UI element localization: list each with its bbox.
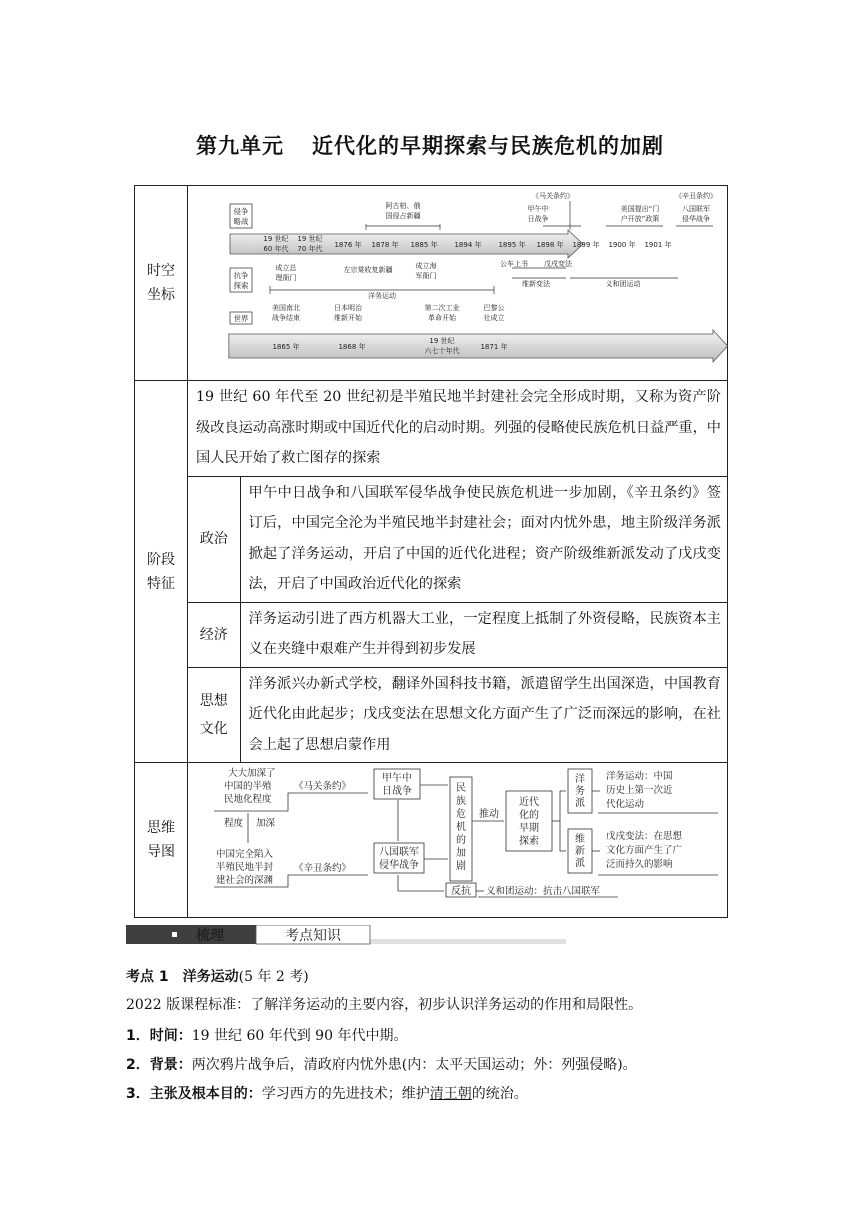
mindmap-text: 洋 xyxy=(575,774,585,785)
tick-label: 1901 年 xyxy=(644,241,672,249)
mindmap-text: 务 xyxy=(575,786,585,797)
features-cell xyxy=(188,381,728,763)
feature-label-politics: 政治 xyxy=(188,477,240,603)
event-text: 维新变法 xyxy=(522,280,550,288)
page-title: 第九单元 近代化的早期探索与民族危机的加剧 xyxy=(196,134,664,158)
mindmap-text: 建社会的深渊 xyxy=(216,875,274,886)
mindmap-text: 戊戌变法：在思想 xyxy=(606,831,683,842)
mindmap-text: 早期 xyxy=(519,823,539,834)
event-text: 革命开始 xyxy=(428,314,456,322)
mindmap-text: 中国的半殖 xyxy=(224,781,272,792)
section-tab-bar xyxy=(126,925,566,945)
event-text: 戊戌变法 xyxy=(544,260,572,268)
tick-label: 70 年代 xyxy=(297,245,323,253)
mindmap-text: 中国完全陷入 xyxy=(216,849,274,860)
mindmap-text: 侵华战争 xyxy=(379,860,419,871)
world-timeline-arrow xyxy=(229,330,728,362)
mindmap-text: 《马关条约》 xyxy=(294,781,352,792)
tick-label: 19 世纪 xyxy=(429,337,455,345)
mindmap-diagram xyxy=(188,763,728,913)
event-text: 巴黎公 xyxy=(483,304,505,312)
mindmap-text: 民 xyxy=(456,783,466,794)
mindmap-text: 新 xyxy=(575,846,585,857)
feature-text-politics: 甲午中日战争和八国联军侵华战争使民族危机进一步加剧，《辛丑条约》签订后，中国完全沦为半殖民地半封建社会；面对内忧外患，地主阶级洋务派掀起了洋务运动，开启了中国的近代化进程；资产阶级维新派发动了戊戌变法，开启了中国政治近代化的探索 xyxy=(240,477,727,603)
mindmap-text: 近代 xyxy=(519,797,539,808)
event-text: 军衙门 xyxy=(415,272,437,280)
mindmap-text: 加深 xyxy=(256,818,276,829)
feature-label-culture: 思想文化 xyxy=(188,667,240,762)
event-text: 侵华战争 xyxy=(682,215,710,223)
event-text: 战争结束 xyxy=(272,314,300,322)
event-text: 维新开始 xyxy=(334,314,362,322)
svg-text:探索: 探索 xyxy=(233,281,249,290)
event-text: 公车上书 xyxy=(500,260,528,268)
event-text: 成立总 xyxy=(275,264,297,272)
event-text: 社成立 xyxy=(483,314,505,322)
mindmap-text: 日战争 xyxy=(382,786,412,797)
mindmap-text: 加 xyxy=(456,848,466,859)
kp-title: 考点 1 洋务运动(5 年 2 考) xyxy=(126,969,309,985)
tick-label: 1894 年 xyxy=(454,241,482,249)
mindmap-text: 历史上第一次近 xyxy=(606,785,673,796)
mindmap-text: 义和团运动：抗击八国联军 xyxy=(486,886,601,897)
mindmap-text: 程度 xyxy=(224,818,244,829)
item-1: 1．时间：19 世纪 60 年代到 90 年代中期。 xyxy=(126,1028,408,1044)
event-text: 洋务运动 xyxy=(368,292,396,300)
mindmap-cell xyxy=(188,763,728,918)
features-inner-table xyxy=(188,477,727,763)
mindmap-text: 探索 xyxy=(519,836,539,847)
event-text: 日本明治 xyxy=(334,304,362,312)
event-text: 户开放”政策 xyxy=(620,215,660,223)
mindmap-text: 大大加深了 xyxy=(228,768,276,779)
svg-text:抗争: 抗争 xyxy=(233,271,249,280)
mindmap-text: 反抗 xyxy=(451,886,471,897)
svg-text:侵争: 侵争 xyxy=(233,207,249,216)
tick-label: 1885 年 xyxy=(410,241,438,249)
event-text: 国侵占新疆 xyxy=(385,212,421,220)
mindmap-text: 危 xyxy=(456,809,466,820)
tick-label: 六七十年代 xyxy=(424,347,460,355)
row-label-features: 阶段特征 xyxy=(135,381,188,763)
mindmap-text: 推动 xyxy=(479,809,499,820)
feature-text-culture: 洋务派兴办新式学校，翻译外国科技书籍，派遣留学生出国深造，中国教育近代化由此起步；戊戌变法在思想文化方面产生了广泛而深远的影响，在社会上起了思想启蒙作用 xyxy=(240,667,727,762)
feature-label-economy: 经济 xyxy=(188,602,240,667)
event-text: 第二次工业 xyxy=(424,304,460,312)
mindmap-text: 派 xyxy=(575,798,585,809)
event-text: 《马关条约》 xyxy=(532,192,574,200)
item-2: 2．背景：两次鸦片战争后，清政府内忧外患(内：太平天国运动；外：列强侵略)。 xyxy=(126,1057,637,1073)
tick-label: 1876 年 xyxy=(334,241,362,249)
tick-label: 1900 年 xyxy=(608,241,636,249)
timeline-diagram xyxy=(188,186,728,376)
mindmap-text: 派 xyxy=(575,858,585,869)
event-text: 《辛丑条约》 xyxy=(675,192,717,200)
mindmap-text: 洋务运动：中国 xyxy=(606,771,673,782)
mindmap-text: 族 xyxy=(456,796,466,807)
tag-resistance xyxy=(230,268,252,292)
tick-label: 1871 年 xyxy=(480,343,508,351)
mindmap-text: 代化运动 xyxy=(606,799,645,810)
tag-invasion xyxy=(230,204,252,228)
svg-text:世界: 世界 xyxy=(233,314,249,323)
mindmap-text: 《辛丑条约》 xyxy=(294,863,352,874)
tick-label: 19 世纪 xyxy=(263,235,289,243)
event-text: 成立海 xyxy=(415,262,437,270)
tick-label: 1899 年 xyxy=(572,241,600,249)
tag-world xyxy=(230,312,252,324)
tick-label: 1898 年 xyxy=(536,241,564,249)
tab-other: 考点知识 xyxy=(285,928,341,944)
tick-label: 1865 年 xyxy=(272,343,300,351)
stage-intro: 19 世纪 60 年代至 20 世纪初是半殖民地半封建社会完全形成时期，又称为资产阶级改良运动高涨时期或中国近代化的启动时期。列强的侵略使民族危机日益严重，中国人民开始了救亡图存的探索 xyxy=(188,381,727,477)
event-text: 义和团运动 xyxy=(605,280,641,288)
event-text: 甲午中 xyxy=(527,205,549,213)
event-text: 理衙门 xyxy=(275,274,297,282)
mindmap-text: 剧 xyxy=(456,861,466,872)
mindmap-text: 文化方面产生了广 xyxy=(606,845,683,856)
event-text: 阿古柏、俄 xyxy=(385,202,421,210)
svg-text:略战: 略战 xyxy=(233,217,249,226)
mindmap-text: 甲午中 xyxy=(382,773,412,784)
tab-active: 梳理 xyxy=(196,928,224,944)
tick-label: 19 世纪 xyxy=(297,235,323,243)
unit-summary-table xyxy=(134,185,728,918)
timeline-cell xyxy=(188,186,728,381)
standard-text: 2022 版课程标准：了解洋务运动的主要内容，初步认识洋务运动的作用和局限性。 xyxy=(126,997,643,1013)
tick-label: 1868 年 xyxy=(338,343,366,351)
tick-label: 1895 年 xyxy=(498,241,526,249)
item-3: 3．主张及根本目的：学习西方的先进技术；维护清王朝的统治。 xyxy=(126,1086,528,1102)
event-text: 日战争 xyxy=(527,215,549,223)
tick-label: 60 年代 xyxy=(263,245,289,253)
mindmap-text: 的 xyxy=(456,835,466,846)
event-text: 美国提出“门 xyxy=(620,205,660,213)
mindmap-text: 机 xyxy=(456,822,466,833)
event-text: 美国南北 xyxy=(272,304,300,312)
mindmap-text: 维 xyxy=(575,834,585,845)
row-label-mindmap: 思维导图 xyxy=(135,763,188,918)
mindmap-text: 泛而持久的影响 xyxy=(606,859,673,870)
tick-label: 1878 年 xyxy=(371,241,399,249)
row-label-timeline: 时空坐标 xyxy=(135,186,188,381)
mindmap-text: 化的 xyxy=(519,810,539,821)
mindmap-text: 半殖民地半封 xyxy=(216,862,274,873)
event-text: 左宗棠收复新疆 xyxy=(343,266,393,274)
mindmap-text: 八国联军 xyxy=(379,847,419,858)
feature-text-economy: 洋务运动引进了西方机器大工业，一定程度上抵制了外资侵略，民族资本主义在夹缝中艰难产生并得到初步发展 xyxy=(240,602,727,667)
mindmap-text: 民地化程度 xyxy=(224,794,272,805)
event-text: 八国联军 xyxy=(682,205,710,213)
